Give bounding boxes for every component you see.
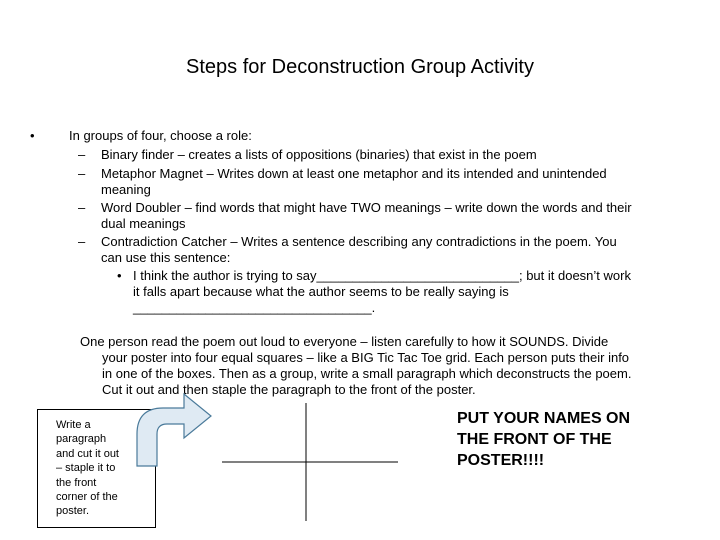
note-line: corner of the	[56, 491, 118, 504]
steps-intro: In groups of four, choose a role:	[69, 128, 252, 143]
note-line: and cut it out	[56, 447, 119, 460]
reminder-line: THE FRONT OF THE	[457, 431, 612, 448]
dash-marker: –	[78, 147, 86, 162]
role-contradiction-catcher-cont: can use this sentence:	[101, 250, 231, 265]
note-line: Write a	[56, 419, 91, 431]
note-line: the front	[56, 476, 97, 489]
reminder-line: PUT YOUR NAMES ON	[457, 410, 631, 427]
bent-arrow-shape	[137, 394, 211, 466]
instructions-line: One person read the poem out loud to everyone – listen carefully to how it SOUNDS. Divide	[80, 334, 609, 349]
poster-grid	[216, 401, 400, 525]
note-line: – staple it to	[56, 462, 116, 475]
note-line: poster.	[56, 505, 90, 518]
dash-marker: –	[78, 200, 86, 215]
role-metaphor-magnet: Metaphor Magnet – Writes down at least one metaphor and its intended and unintended	[101, 166, 607, 181]
note-text	[56, 418, 146, 519]
role-binary-finder: Binary finder – creates a lists of oppositions (binaries) that exist in the poem	[101, 147, 537, 162]
instructions-paragraph	[80, 334, 680, 398]
dash-marker: –	[78, 166, 86, 181]
page-title: Steps for Deconstruction Group Activity	[186, 56, 534, 78]
bent-arrow-icon	[136, 392, 216, 472]
sentence-blank: _________________________________.	[133, 300, 376, 315]
instructions-line: your poster into four equal squares – like a BIG Tic Tac Toe grid. Each person puts their info	[102, 350, 630, 365]
reminder-line: POSTER!!!!	[457, 452, 545, 469]
sentence-starter: I think the author is trying to say____________________________; but it doesn’t work	[133, 268, 631, 283]
role-contradiction-catcher: Contradiction Catcher – Writes a sentence describing any contradictions in the poem. You	[101, 234, 617, 249]
bullet-marker: •	[30, 128, 35, 143]
names-reminder	[457, 408, 630, 471]
note-line: paragraph	[56, 433, 107, 446]
sentence-starter-cont: it falls apart because what the author seems to be really saying is	[133, 284, 509, 299]
role-word-doubler: Word Doubler – find words that might have TWO meanings – write down the words and their	[101, 200, 632, 215]
instructions-line: in one of the boxes. Then as a group, write a small paragraph which deconstructs the poem.	[102, 366, 632, 381]
instructions-line: Cut it out and then staple the paragraph to the front of the poster.	[102, 382, 476, 397]
bullet-marker: •	[117, 268, 122, 283]
role-word-doubler-cont: dual meanings	[101, 216, 186, 231]
dash-marker: –	[78, 234, 86, 249]
role-metaphor-magnet-cont: meaning	[101, 182, 151, 197]
